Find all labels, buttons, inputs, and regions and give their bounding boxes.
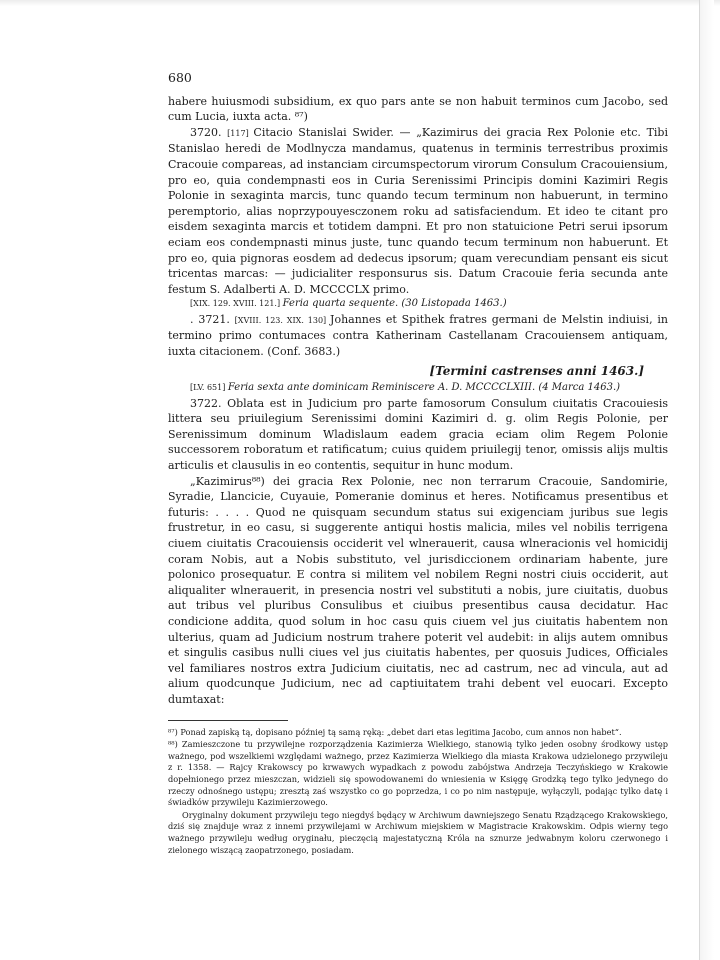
book-page [168,70,668,856]
date-note-text: Feria sexta ante dominicam Reminiscere A. D. MCCCCLXIII. (4 Marca 1463.) [227,382,621,394]
entry-number: . 3721. [190,312,235,326]
paragraph-text: habere huiusmodi subsidium, ex quo pars ante se non habuit terminos cum Jacobo, sed cum Lucia, iuxta acta. ⁸⁷) [168,94,668,124]
date-note [168,297,668,312]
footnote: ⁸⁷) Ponad zapiską tą, dopisano później tą samą ręką: „debet dari etas legitima Jacobo, cum annos non habet“. [168,726,622,737]
paragraph-text: Johannes et Spithek fratres germani de Melstin indiuisi, in termino primo contumaces contra Katherinam Castellanam Cracouiensem antiquam, iuxta citacionem. (Conf. 3683.) [168,312,668,358]
footnote-divider [168,720,288,721]
text-paragraph [168,396,668,474]
section-heading: [Termini castrenses anni 1463.] [429,363,644,378]
archive-reference: [LV. 651] [190,383,228,393]
entry-number: 3720. [190,125,228,139]
page-number: 680 [168,70,192,85]
archive-reference: [XVIII. 123. XIX. 130] [234,315,331,325]
date-note-text: Feria quarta sequente. (30 Listopada 1463.) [282,298,507,310]
text-paragraph [168,125,668,298]
entries-container [168,94,668,708]
paragraph-text: „Kazimirus⁸⁸) dei gracia Rex Polonie, nec non terrarum Cracouie, Sandomirie, Syradie, Llancicie, Cuyauie, Pomeranie dominus et heres. Notificamus presentibus et futuris: . . . . Quod ne quisquam secundum status sui exigenciam juribus sue legis frustretur, in eo casu, si suggerente antiqui hostis malicia, miles vel nobilis terrigena ciuem ciuitatis Cracouiensis occiderit vel wlnerauerit, causa wlneracionis vel homicidij coram Nobis, aut a Nobis substituto, vel jurisdiccionem ordinariam habente, jure polonico prosequatur. E contra si militem vel nobilem Regni nostri ciuis occiderit, aut aliqualiter wlnerauerit, in presencia nostri vel substituti a nobis, jure ciuitatis, duobus aut tribus vel pluribus Consulibus et ciuibus presentibus causa decidatur. Hac condicione addita, quod solum in hoc casu quis ciuem vel jus ciuitatis habentem non ulterius, quam ad Judicium nostrum trahere poterit vel audebit: in alijs autem omnibus et singulis casibus nulli ciues vel jus ciuitatis habentes, per quosuis Judices, Officiales vel familiares nostros extra Judicium ciuitatis, nec ad castrum, nec ad vincula, aut ad alium quodcunque Judicium, nec ad captiuitatem trahi debent vel euocari. Excepto dumtaxat: [168,474,668,706]
text-paragraph [168,474,668,708]
footnotes-container [168,727,668,857]
paragraph-text: Citacio Stanislai Swider. — „Kazimirus dei gracia Rex Polonie etc. Tibi Stanislao heredi de Modlnycza mandamus, quatenus in terminis terrestribus proximis Cracouie compareas, ad instanciam circumspectorum virorum Consulum Cracouiensium, pro eo, quia condempnasti eos in Curia Serenissimi Principis domini Kazimiri Regis Polonie in sexaginta marcis, tunc quando tecum terminum non habuerunt, in termino peremptorio, alias noprzypouyesczonem roku ad satisfaciendum. Et ideo te citant pro eisdem sexaginta marcis et totidem dampni. Et pro non statuicione Petri serui ipsorum eciam eos condempnasti minus juste, tunc quando tecum terminum non habuerunt. Et pro eo, quia pignoras eosdem ad dedecus ipsorum; quam verecundiam pensant eis sicut tricentas marcas: — judicialiter responsurus sis. Datum Cracouie feria secunda ante festum S. Adalberti A. D. MCCCCLX primo. [168,125,668,296]
entry-number: 3722. [190,396,228,410]
scan-top-edge [0,0,720,6]
scan-right-edge [699,0,714,960]
date-note [168,381,668,396]
archive-reference: [XIX. 129. XVIII. 121.] [190,299,283,309]
footnote: ⁸⁸) Zamieszczone tu przywilejne rozporządzenia Kazimierza Wielkiego, stanowią tylko jeden osobny środkowy ustęp ważnego, pod wszelkiemi względami ważnego, przez Kazimierza Wielkiego dla miasta Krakowa udzielonego przywileju z r. 1358. — Rajcy Krakowscy po krwawych wypadkach z powodu zabójstwa Andrzeja Teczyńskiego w Krakowie dopełnionego przez mieszczan, widzieli się spowodowanemi do wniesienia w Księgę Grodzką tego tylko jedynego do rzeczy odnośnego ustępu; zresztą zaś wszystko co go poprzedza, i co po nim następuje, wyłączyli, podając tylko datę i świadków przywileju Kazimierzowego. [168,739,668,808]
text-paragraph [168,312,668,360]
footnote: Oryginalny dokument przywileju tego niegdyś będący w Archiwum dawniejszego Senatu Rządzącego Krakowskiego, dziś się znajduje wraz z innemi przywilejami w Archiwum miejskiem w Magistracie Krakowskim. Odpis wierny tego ważnego przywileju według oryginału, pieczęcią majestatyczną Króla na sznurze jedwabnym koloru czerwonego i zielonego wiszącą zaopatrzonego, posiadam. [168,809,668,855]
archive-reference: [117] [227,128,254,138]
text-paragraph [168,94,668,125]
paragraph-text: Oblata est in Judicium pro parte famosorum Consulum ciuitatis Cracouiesis littera seu priuilegium Serenissimi domini Kazimiri d. g. olim Regis Polonie, per Serenissimum dominum Wladislaum eadem gracia eciam olim Regem Polonie successorem roboratum et ratificatum; cuius quidem priuilegij tenor, omissis alijs multis articulis et clausulis in eo contentis, sequitur in hunc modum. [168,396,668,473]
